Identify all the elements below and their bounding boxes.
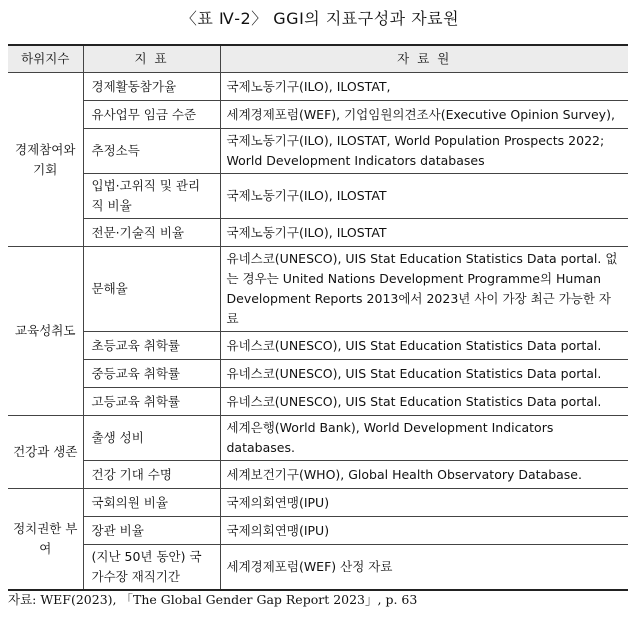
indicator-cell: 초등교육 취학률 <box>83 332 220 360</box>
indicator-cell: 출생 성비 <box>83 416 220 461</box>
indicator-cell: 유사업무 임금 수준 <box>83 101 220 129</box>
table-row <box>8 545 628 591</box>
source-cell: 국제의회연맹(IPU) <box>220 517 628 545</box>
indicator-cell: 경제활동참가율 <box>83 73 220 101</box>
table-row <box>8 247 628 332</box>
source-cell: 유네스코(UNESCO), UIS Stat Education Statistics Data portal. 없는 경우는 United Nations Development Programme의 Human Development Reports 2013에서 2023년 사이 가장 최근 가능한 자료 <box>220 247 628 332</box>
table-title: 〈표 Ⅳ-2〉 GGI의 지표구성과 자료원 <box>180 9 460 28</box>
table-row <box>8 332 628 360</box>
indicator-cell: 고등교육 취학률 <box>83 388 220 416</box>
header-subindex: 하위지수 <box>8 45 83 73</box>
table-row <box>8 174 628 219</box>
source-cell: 국제의회연맹(IPU) <box>220 489 628 517</box>
table-header-row <box>8 45 628 73</box>
indicator-cell: 문해율 <box>83 247 220 332</box>
source-cell: 세계경제포럼(WEF), 기업임원의견조사(Executive Opinion Survey), <box>220 101 628 129</box>
indicator-cell: 중등교육 취학률 <box>83 360 220 388</box>
group-political: 정치권한 부여 <box>8 489 83 591</box>
indicator-cell: 건강 기대 수명 <box>83 461 220 489</box>
source-cell: 세계보건기구(WHO), Global Health Observatory Database. <box>220 461 628 489</box>
source-cell: 세계은행(World Bank), World Development Indicators databases. <box>220 416 628 461</box>
source-cell: 유네스코(UNESCO), UIS Stat Education Statistics Data portal. <box>220 388 628 416</box>
indicator-cell: 장관 비율 <box>83 517 220 545</box>
table-row <box>8 360 628 388</box>
table-row <box>8 388 628 416</box>
source-cell: 국제노동기구(ILO), ILOSTAT, World Population Prospects 2022; World Development Indicators databases <box>220 129 628 174</box>
table-row <box>8 461 628 489</box>
indicator-cell: 추정소득 <box>83 129 220 174</box>
indicator-cell: 입법·고위직 및 관리직 비율 <box>83 174 220 219</box>
table-row <box>8 416 628 461</box>
indicator-cell: (지난 50년 동안) 국가수장 재직기간 <box>83 545 220 591</box>
table-row <box>8 101 628 129</box>
indicator-cell: 국회의원 비율 <box>83 489 220 517</box>
source-cell: 국제노동기구(ILO), ILOSTAT, <box>220 73 628 101</box>
table-row <box>8 129 628 174</box>
group-education: 교육성취도 <box>8 247 83 416</box>
source-footnote: 자료: WEF(2023), 「The Global Gender Gap Report 2023」, p. 63 <box>8 592 418 607</box>
table-row <box>8 73 628 101</box>
group-economic: 경제참여와 기회 <box>8 73 83 247</box>
source-cell: 유네스코(UNESCO), UIS Stat Education Statistics Data portal. <box>220 332 628 360</box>
header-indicator: 지 표 <box>83 45 220 73</box>
table-row <box>8 489 628 517</box>
source-cell: 국제노동기구(ILO), ILOSTAT <box>220 174 628 219</box>
table-row <box>8 517 628 545</box>
group-health: 건강과 생존 <box>8 416 83 489</box>
ggi-indicator-table <box>8 44 628 591</box>
indicator-cell: 전문·기술직 비율 <box>83 219 220 247</box>
table-row <box>8 219 628 247</box>
header-source: 자 료 원 <box>220 45 628 73</box>
source-cell: 유네스코(UNESCO), UIS Stat Education Statistics Data portal. <box>220 360 628 388</box>
source-cell: 세계경제포럼(WEF) 산정 자료 <box>220 545 628 591</box>
source-cell: 국제노동기구(ILO), ILOSTAT <box>220 219 628 247</box>
